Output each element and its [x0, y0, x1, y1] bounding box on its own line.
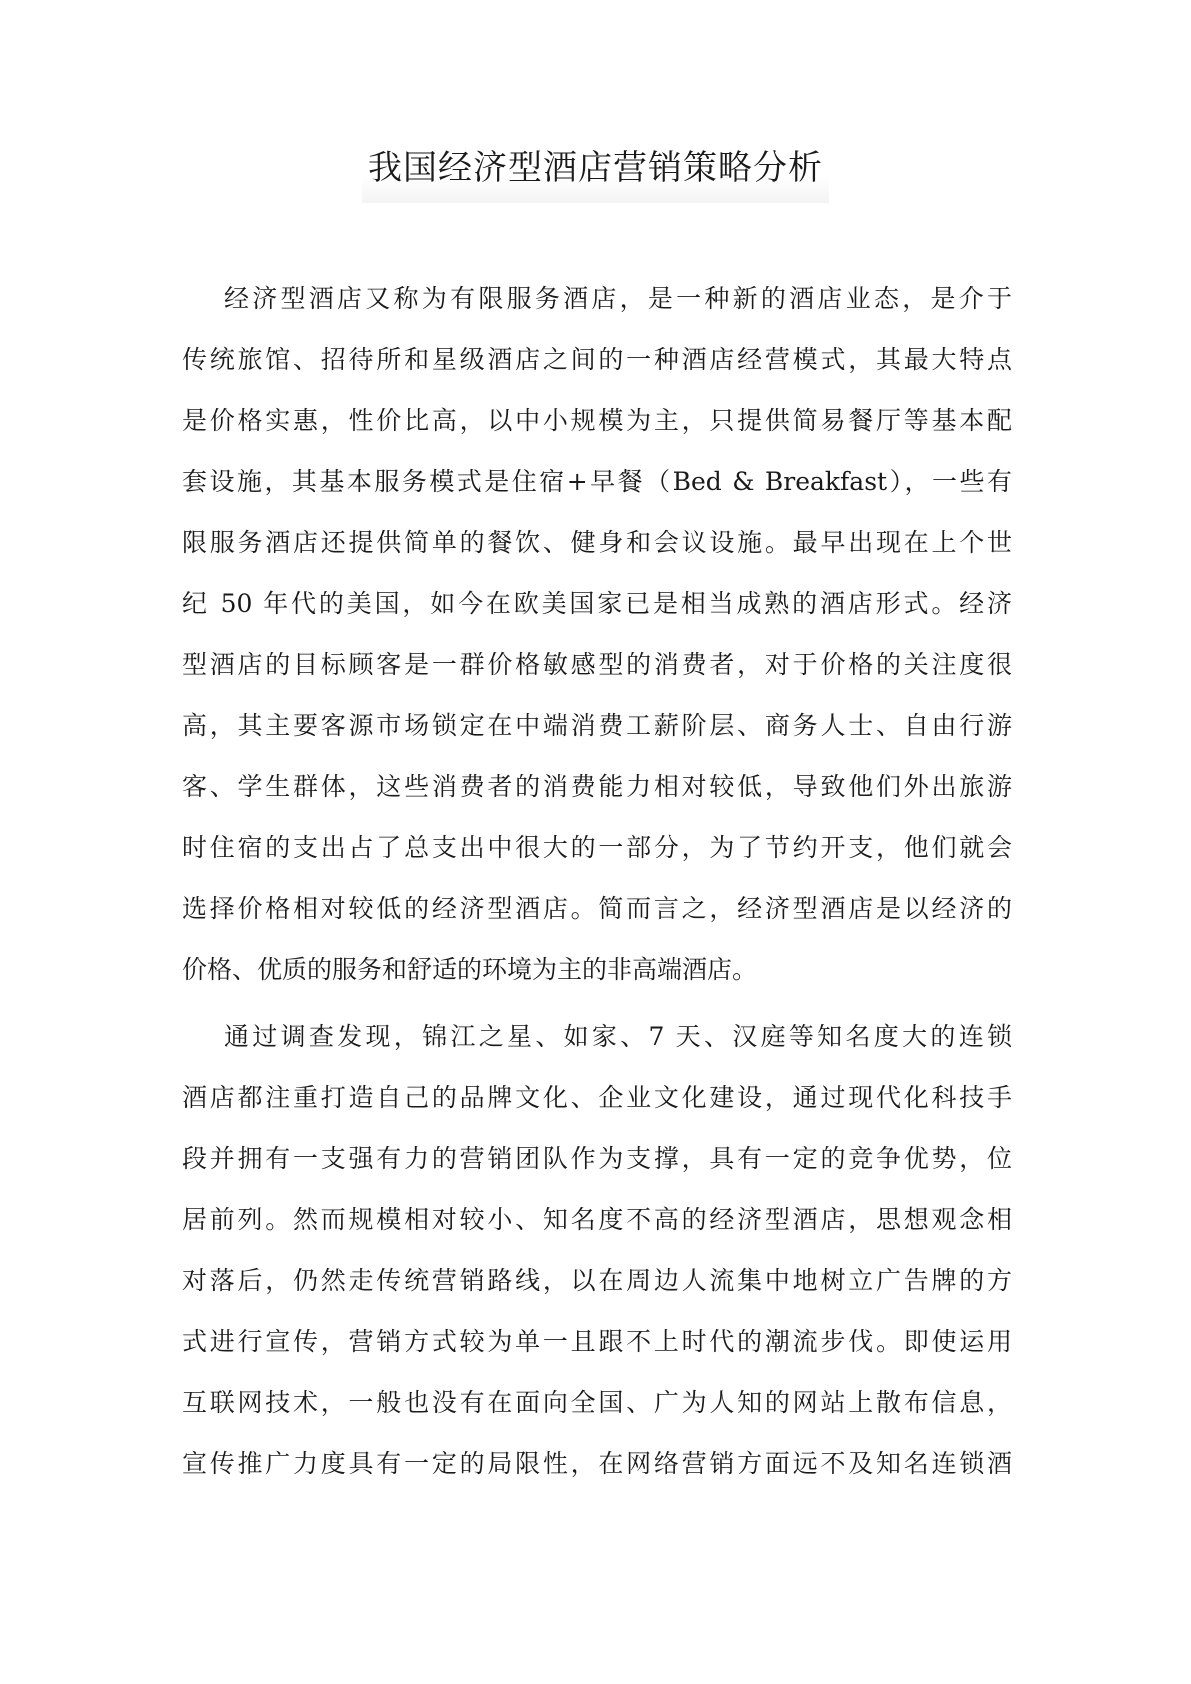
- text-line: 高，其主要客源市场锁定在中端消费工薪阶层、商务人士、自由行游: [182, 711, 1012, 740]
- text-line: 通过调查发现，锦江之星、如家、7 天、汉庭等知名度大的连锁: [224, 1022, 1012, 1051]
- title-container: [0, 140, 1191, 203]
- text-line: 客、学生群体，这些消费者的消费能力相对较低，导致他们外出旅游: [182, 772, 1012, 801]
- text-line: 经济型酒店又称为有限服务酒店，是一种新的酒店业态，是介于: [224, 284, 1012, 313]
- text-line: 时住宿的支出占了总支出中很大的一部分，为了节约开支，他们就会: [182, 833, 1012, 862]
- text-line: 是价格实惠，性价比高，以中小规模为主，只提供简易餐厅等基本配: [182, 406, 1012, 435]
- text-line: 酒店都注重打造自己的品牌文化、企业文化建设，通过现代化科技手: [182, 1083, 1012, 1112]
- document-title: 我国经济型酒店营销策略分析: [362, 140, 829, 203]
- text-line: 套设施，其基本服务模式是住宿+早餐（Bed & Breakfast），一些有: [182, 467, 1012, 496]
- text-line: 互联网技术，一般也没有在面向全国、广为人知的网站上散布信息，: [182, 1388, 1012, 1417]
- text-line: 价格、优质的服务和舒适的环境为主的非高端酒店。: [182, 955, 758, 984]
- text-line: 对落后，仍然走传统营销路线，以在周边人流集中地树立广告牌的方: [182, 1266, 1012, 1295]
- text-line: 宣传推广力度具有一定的局限性，在网络营销方面远不及知名连锁酒: [182, 1449, 1012, 1478]
- text-line: 限服务酒店还提供简单的餐饮、健身和会议设施。最早出现在上个世: [182, 528, 1012, 557]
- text-line: 选择价格相对较低的经济型酒店。简而言之，经济型酒店是以经济的: [182, 894, 1012, 923]
- paragraph-1: [182, 268, 1012, 1000]
- document-body: [182, 268, 1012, 1494]
- text-line: 型酒店的目标顾客是一群价格敏感型的消费者，对于价格的关注度很: [182, 650, 1012, 679]
- text-line: 段并拥有一支强有力的营销团队作为支撑，具有一定的竞争优势，位: [182, 1144, 1012, 1173]
- text-line: 居前列。然而规模相对较小、知名度不高的经济型酒店，思想观念相: [182, 1205, 1012, 1234]
- paragraph-2: [182, 1006, 1012, 1494]
- text-line: 传统旅馆、招待所和星级酒店之间的一种酒店经营模式，其最大特点: [182, 345, 1012, 374]
- text-line: 纪 50 年代的美国，如今在欧美国家已是相当成熟的酒店形式。经济: [182, 589, 1012, 618]
- text-line: 式进行宣传，营销方式较为单一且跟不上时代的潮流步伐。即使运用: [182, 1327, 1012, 1356]
